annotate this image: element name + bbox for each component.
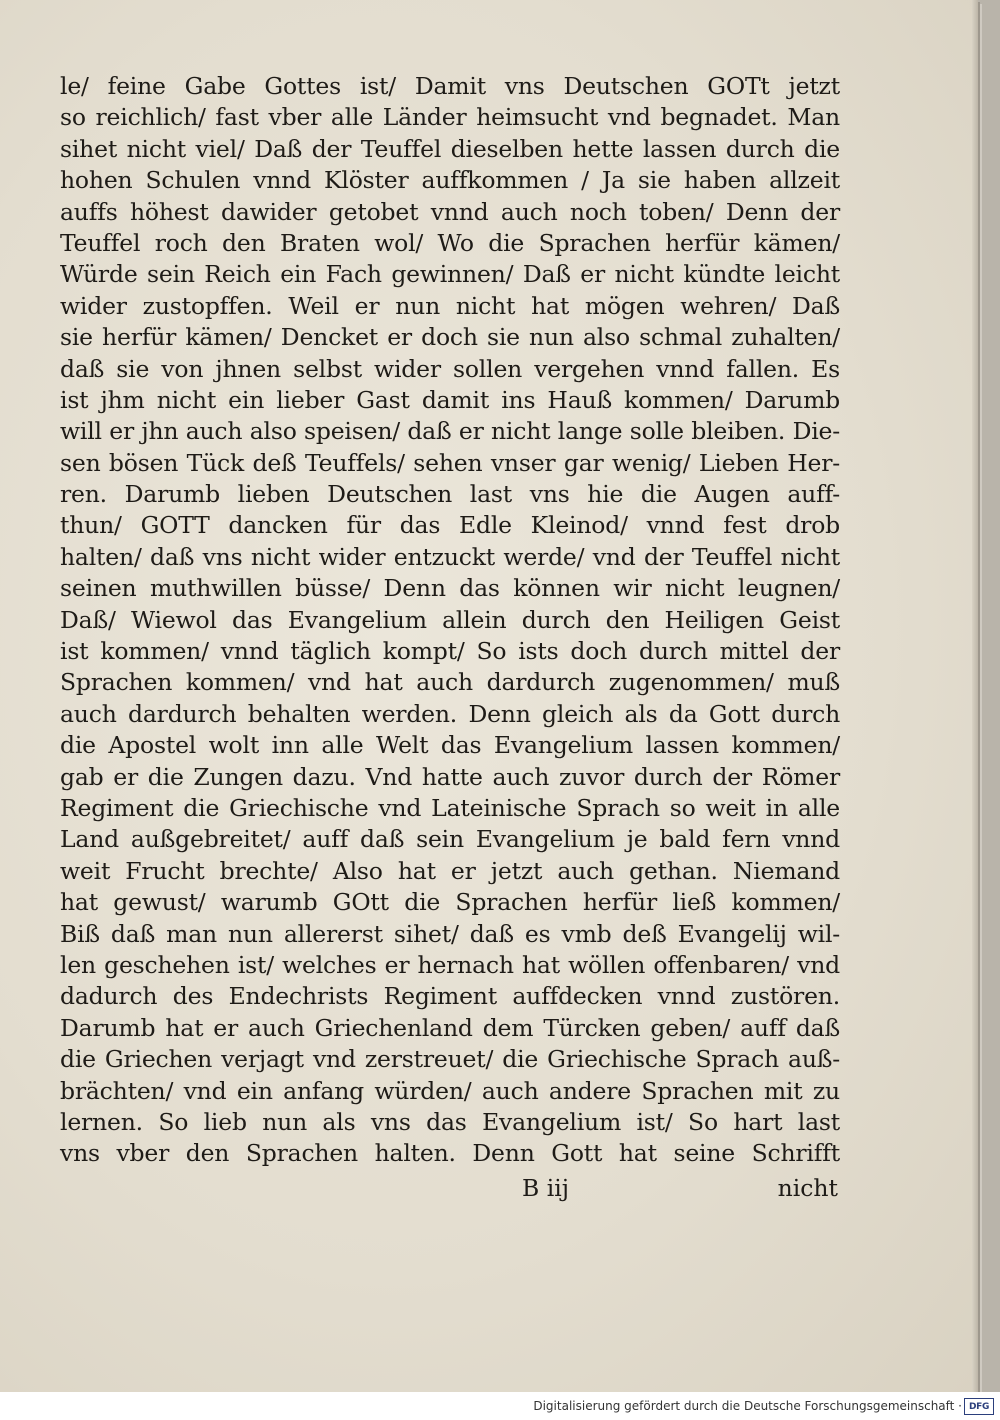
text-line: hat gewust/ warumb GOtt die Sprachen herfür ließ kommen/ xyxy=(60,888,840,917)
text-line: Sprachen kommen/ vnd hat auch dardurch zugenommen/ muß xyxy=(60,668,840,697)
text-line: Teuffel roch den Braten wol/ Wo die Sprachen herfür kämen/ xyxy=(60,228,840,257)
signature-line xyxy=(60,1172,840,1204)
footer-credit: Digitalisierung gefördert durch die Deutsche Forschungsgemeinschaft · xyxy=(533,1399,962,1413)
text-block xyxy=(60,71,840,1204)
text-line: halten/ daß vns nicht wider entzuckt werde/ vnd der Teuffel nicht xyxy=(60,542,840,571)
text-line: weit Frucht brechte/ Also hat er jetzt auch gethan. Niemand xyxy=(60,856,840,885)
text-line: le/ feine Gabe Gottes ist/ Damit vns Deutschen GOTt jetzt xyxy=(60,72,840,100)
text-line: ist jhm nicht ein lieber Gast damit ins Hauß kommen/ Darumb xyxy=(60,385,840,414)
text-line: len geschehen ist/ welches er hernach hat wöllen offenbaren/ vnd xyxy=(60,950,840,979)
text-line: sen bösen Tück deß Teuffels/ sehen vnser gar wenig/ Lieben Her- xyxy=(60,448,840,477)
text-line: hohen Schulen vnnd Klöster auffkommen / Ja sie haben allzeit xyxy=(60,166,840,195)
dfg-logo xyxy=(964,1398,994,1415)
text-line: sihet nicht viel/ Daß der Teuffel dieselben hette lassen durch die xyxy=(60,134,840,163)
text-line: auch dardurch behalten werden. Denn gleich als da Gott durch xyxy=(60,699,840,728)
text-line: lernen. So lieb nun als vns das Evangelium ist/ So hart last xyxy=(60,1107,840,1136)
text-line: wider zustopffen. Weil er nun nicht hat mögen wehren/ Daß xyxy=(60,291,840,320)
page-edge xyxy=(972,0,978,1392)
text-line: Daß/ Wiewol das Evangelium allein durch den Heiligen Geist xyxy=(60,605,840,634)
text-line: will er jhn auch also speisen/ daß er nicht lange solle bleiben. Die- xyxy=(60,417,840,446)
text-line: Darumb hat er auch Griechenland dem Türcken geben/ auff daß xyxy=(60,1013,840,1042)
text-line: gab er die Zungen dazu. Vnd hatte auch zuvor durch der Römer xyxy=(60,762,840,791)
text-line: ren. Darumb lieben Deutschen last vns hie die Augen auff- xyxy=(60,480,840,509)
text-line: thun/ GOTT dancken für das Edle Kleinod/ vnnd fest drob xyxy=(60,511,840,540)
text-line: Land außgebreitet/ auff daß sein Evangelium je bald fern vnnd xyxy=(60,825,840,854)
text-line: auffs höhest dawider getobet vnnd auch noch toben/ Denn der xyxy=(60,197,840,226)
text-line: Würde sein Reich ein Fach gewinnen/ Daß er nicht kündte leicht xyxy=(60,260,840,289)
text-line: dadurch des Endechrists Regiment auffdecken vnnd zustören. xyxy=(60,982,840,1011)
text-line: daß sie von jhnen selbst wider sollen vergehen vnnd fallen. Es xyxy=(60,354,840,383)
page-signature: B iij xyxy=(522,1173,570,1202)
text-line: Biß daß man nun allererst sihet/ daß es vmb deß Evangelij wil- xyxy=(60,919,840,948)
text-line: vns vber den Sprachen halten. Denn Gott hat seine Schrifft xyxy=(60,1139,840,1168)
text-line: die Apostel wolt inn alle Welt das Evangelium lassen kommen/ xyxy=(60,731,840,760)
text-line: sie herfür kämen/ Dencket er doch sie nun also schmal zuhalten/ xyxy=(60,323,840,352)
text-line: so reichlich/ fast vber alle Länder heimsucht vnd begnadet. Man xyxy=(60,103,840,132)
text-line: brächten/ vnd ein anfang würden/ auch andere Sprachen mit zu xyxy=(60,1076,840,1105)
text-line: Regiment die Griechische vnd Lateinische Sprach so weit in alle xyxy=(60,793,840,822)
dfg-logo-text: DFG xyxy=(968,1401,990,1412)
text-line: die Griechen verjagt vnd zerstreuet/ die Griechische Sprach auß- xyxy=(60,1045,840,1074)
footer-bar xyxy=(0,1392,1000,1420)
text-line: ist kommen/ vnnd täglich kompt/ So ists doch durch mittel der xyxy=(60,637,840,666)
text-line: seinen muthwillen büsse/ Denn das können wir nicht leugnen/ xyxy=(60,574,840,603)
catchword: nicht xyxy=(777,1173,838,1202)
